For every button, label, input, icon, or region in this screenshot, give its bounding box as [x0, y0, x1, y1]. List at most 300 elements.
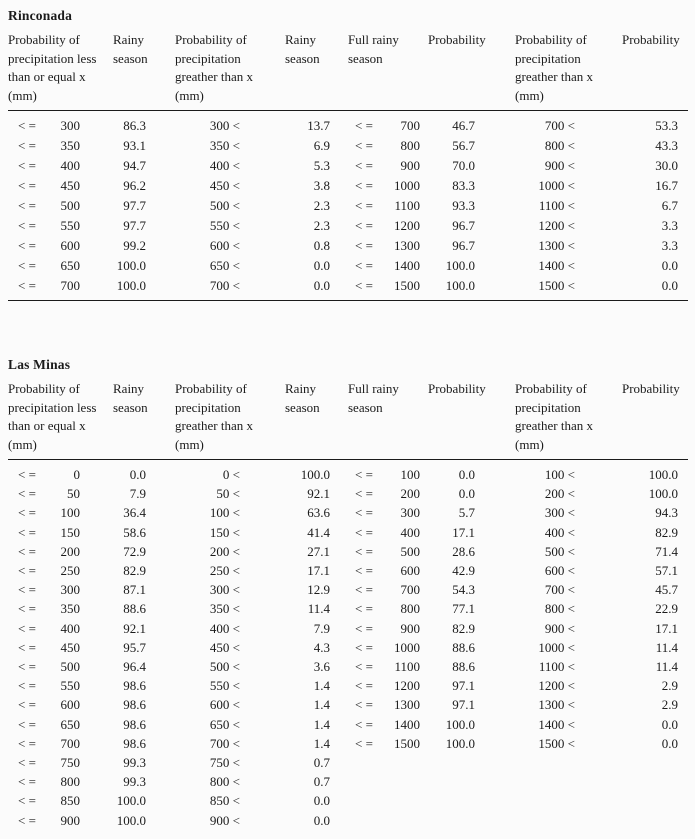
threshold-greater-cell: 400 <	[209, 158, 240, 173]
probability-value-cell: 17.1	[307, 563, 330, 579]
less-equal-operator: < =	[18, 118, 36, 133]
threshold-value: 900	[400, 620, 420, 636]
threshold-value: 1500	[394, 735, 420, 751]
threshold-less-equal-cell	[348, 196, 428, 216]
column-header: Probability of precipitation greather than x (mm)	[175, 378, 285, 460]
threshold-greater-cell: 500 <	[544, 543, 575, 559]
probability-value-cell: 93.1	[123, 138, 146, 153]
threshold-less-equal-cell	[348, 503, 428, 522]
table-body	[8, 460, 688, 830]
threshold-less-equal-cell	[8, 619, 113, 638]
probability-value-cell: 82.9	[123, 563, 146, 579]
table-row	[8, 772, 688, 791]
threshold-less-equal-cell	[348, 484, 428, 503]
probability-value-cell: 27.1	[307, 543, 330, 559]
table-row	[8, 542, 688, 561]
probability-value-cell: 5.3	[313, 158, 330, 173]
threshold-value: 300	[60, 582, 80, 598]
less-equal-operator: < =	[18, 158, 36, 173]
threshold-greater-cell: 0 <	[222, 467, 240, 482]
table-title-rinconada: Rinconada	[8, 8, 73, 23]
probability-value-cell: 0.0	[661, 278, 678, 293]
threshold-greater-cell: 700 <	[544, 582, 575, 598]
threshold-less-equal-cell	[8, 503, 113, 522]
threshold-greater-cell: 1500 <	[538, 735, 575, 751]
less-equal-operator: < =	[18, 716, 36, 732]
threshold-less-equal-cell	[348, 136, 428, 156]
threshold-less-equal-cell	[348, 619, 428, 638]
threshold-less-equal-cell	[8, 276, 113, 301]
column-header: Probability of precipitation less than or equal x (mm)	[8, 378, 113, 460]
probability-value-cell: 93.3	[452, 198, 475, 213]
probability-value-cell: 16.7	[655, 178, 678, 193]
threshold-value: 400	[60, 158, 80, 173]
threshold-less-equal-cell	[8, 156, 113, 176]
threshold-greater-cell: 100 <	[209, 505, 240, 521]
empty-cell	[428, 811, 515, 830]
threshold-value: 600	[60, 238, 80, 253]
less-equal-operator: < =	[18, 198, 36, 213]
less-equal-operator: < =	[355, 563, 373, 579]
column-header: Probability of precipitation less than or equal x (mm)	[8, 29, 113, 111]
threshold-value: 200	[400, 486, 420, 502]
threshold-greater-cell: 1400 <	[538, 258, 575, 273]
threshold-value: 650	[60, 258, 80, 273]
threshold-value: 300	[400, 505, 420, 521]
threshold-greater-cell: 550 <	[209, 678, 240, 694]
threshold-greater-cell: 900 <	[209, 812, 240, 828]
less-equal-operator: < =	[18, 659, 36, 675]
threshold-less-equal-cell	[348, 542, 428, 561]
threshold-less-equal-cell	[8, 657, 113, 676]
threshold-less-equal-cell	[8, 523, 113, 542]
empty-cell	[622, 753, 688, 772]
probability-value-cell: 71.4	[655, 543, 678, 559]
threshold-less-equal-cell	[8, 256, 113, 276]
less-equal-operator: < =	[18, 563, 36, 579]
threshold-less-equal-cell	[8, 196, 113, 216]
less-equal-operator: < =	[18, 486, 36, 502]
probability-value-cell: 0.0	[458, 467, 475, 482]
less-equal-operator: < =	[18, 524, 36, 540]
less-equal-operator: < =	[355, 467, 373, 482]
threshold-less-equal-cell	[8, 111, 113, 137]
less-equal-operator: < =	[18, 639, 36, 655]
threshold-greater-cell: 300 <	[209, 582, 240, 598]
threshold-greater-cell: 450 <	[209, 639, 240, 655]
probability-value-cell: 5.7	[458, 505, 475, 521]
probability-value-cell: 54.3	[452, 582, 475, 598]
less-equal-operator: < =	[355, 716, 373, 732]
less-equal-operator: < =	[355, 198, 373, 213]
probability-value-cell: 11.4	[307, 601, 330, 617]
threshold-greater-cell: 900 <	[544, 158, 575, 173]
less-equal-operator: < =	[355, 582, 373, 598]
threshold-greater-cell: 600 <	[209, 697, 240, 713]
threshold-greater-cell: 450 <	[209, 178, 240, 193]
threshold-value: 450	[60, 178, 80, 193]
probability-value-cell: 0.0	[313, 258, 330, 273]
probability-value-cell: 11.4	[655, 639, 678, 655]
probability-value-cell: 99.2	[123, 238, 146, 253]
threshold-greater-cell: 1300 <	[538, 697, 575, 713]
table-row	[8, 136, 688, 156]
probability-value-cell: 56.7	[452, 138, 475, 153]
threshold-value: 250	[60, 563, 80, 579]
threshold-value: 50	[67, 486, 80, 502]
section-divider-space	[8, 301, 688, 357]
probability-value-cell: 7.9	[129, 486, 146, 502]
probability-value-cell: 2.9	[661, 697, 678, 713]
threshold-greater-cell: 1100 <	[538, 659, 575, 675]
probability-value-cell: 2.3	[313, 218, 330, 233]
empty-cell	[515, 811, 622, 830]
probability-value-cell: 98.6	[123, 678, 146, 694]
threshold-greater-cell: 500 <	[209, 198, 240, 213]
rinconada-table	[8, 29, 688, 301]
table-row	[8, 619, 688, 638]
probability-value-cell: 0.0	[313, 793, 330, 809]
probability-value-cell: 94.3	[655, 505, 678, 521]
probability-value-cell: 0.0	[661, 258, 678, 273]
threshold-value: 500	[60, 659, 80, 675]
table-row	[8, 460, 688, 485]
empty-cell	[428, 772, 515, 791]
table-row	[8, 715, 688, 734]
probability-value-cell: 0.7	[313, 774, 330, 790]
threshold-value: 1000	[394, 639, 420, 655]
less-equal-operator: < =	[18, 238, 36, 253]
probability-value-cell: 98.6	[123, 697, 146, 713]
threshold-greater-cell: 100 <	[544, 467, 575, 482]
less-equal-operator: < =	[18, 505, 36, 521]
less-equal-operator: < =	[18, 793, 36, 809]
probability-value-cell: 43.3	[655, 138, 678, 153]
table-row	[8, 638, 688, 657]
probability-value-cell: 94.7	[123, 158, 146, 173]
less-equal-operator: < =	[355, 138, 373, 153]
probability-value-cell: 100.0	[116, 793, 146, 809]
threshold-less-equal-cell	[8, 772, 113, 791]
threshold-value: 1500	[394, 278, 420, 293]
less-equal-operator: < =	[355, 218, 373, 233]
less-equal-operator: < =	[355, 278, 373, 293]
probability-value-cell: 92.1	[123, 620, 146, 636]
threshold-less-equal-cell	[348, 276, 428, 301]
probability-value-cell: 1.4	[313, 678, 330, 694]
threshold-value: 100	[400, 467, 420, 482]
less-equal-operator: < =	[355, 158, 373, 173]
probability-value-cell: 0.0	[313, 278, 330, 293]
threshold-value: 500	[400, 543, 420, 559]
probability-value-cell: 3.8	[313, 178, 330, 193]
table-row	[8, 216, 688, 236]
less-equal-operator: < =	[355, 178, 373, 193]
threshold-greater-cell: 1000 <	[538, 639, 575, 655]
probability-value-cell: 96.7	[452, 218, 475, 233]
probability-value-cell: 13.7	[307, 118, 330, 133]
threshold-greater-cell: 400 <	[209, 620, 240, 636]
probability-value-cell: 83.3	[452, 178, 475, 193]
probability-value-cell: 100.0	[648, 486, 678, 502]
threshold-value: 500	[60, 198, 80, 213]
less-equal-operator: < =	[18, 697, 36, 713]
column-header: Rainy season	[113, 378, 175, 460]
probability-value-cell: 96.7	[452, 238, 475, 253]
empty-cell	[348, 811, 428, 830]
less-equal-operator: < =	[355, 543, 373, 559]
probability-value-cell: 95.7	[123, 639, 146, 655]
threshold-less-equal-cell	[8, 460, 113, 485]
threshold-value: 450	[60, 639, 80, 655]
threshold-less-equal-cell	[8, 715, 113, 734]
threshold-less-equal-cell	[8, 753, 113, 772]
threshold-greater-cell: 500 <	[209, 659, 240, 675]
less-equal-operator: < =	[355, 601, 373, 617]
threshold-greater-cell: 150 <	[209, 524, 240, 540]
threshold-less-equal-cell	[8, 638, 113, 657]
table-row	[8, 484, 688, 503]
threshold-value: 1100	[394, 198, 420, 213]
threshold-less-equal-cell	[348, 256, 428, 276]
probability-value-cell: 2.3	[313, 198, 330, 213]
threshold-greater-cell: 1200 <	[538, 218, 575, 233]
probability-value-cell: 0.0	[661, 735, 678, 751]
probability-value-cell: 77.1	[452, 601, 475, 617]
probability-value-cell: 96.2	[123, 178, 146, 193]
table-row	[8, 676, 688, 695]
threshold-greater-cell: 600 <	[544, 563, 575, 579]
threshold-greater-cell: 700 <	[544, 118, 575, 133]
threshold-less-equal-cell	[8, 236, 113, 256]
probability-value-cell: 87.1	[123, 582, 146, 598]
threshold-greater-cell: 650 <	[209, 716, 240, 732]
column-header: Rainy season	[285, 378, 348, 460]
threshold-less-equal-cell	[8, 176, 113, 196]
probability-value-cell: 97.7	[123, 218, 146, 233]
probability-value-cell: 22.9	[655, 601, 678, 617]
threshold-value: 600	[60, 697, 80, 713]
less-equal-operator: < =	[355, 258, 373, 273]
threshold-value: 650	[60, 716, 80, 732]
threshold-value: 600	[400, 563, 420, 579]
threshold-greater-cell: 750 <	[209, 755, 240, 771]
rinconada-section	[8, 8, 688, 301]
column-header: Probability of precipitation greather than x (mm)	[175, 29, 285, 111]
threshold-greater-cell: 400 <	[544, 524, 575, 540]
threshold-less-equal-cell	[348, 580, 428, 599]
less-equal-operator: < =	[18, 735, 36, 751]
threshold-value: 150	[60, 524, 80, 540]
threshold-less-equal-cell	[348, 156, 428, 176]
threshold-value: 1400	[394, 716, 420, 732]
threshold-less-equal-cell	[348, 715, 428, 734]
column-header: Probability of precipitation greather than x (mm)	[515, 29, 622, 111]
threshold-less-equal-cell	[8, 811, 113, 830]
threshold-less-equal-cell	[348, 236, 428, 256]
less-equal-operator: < =	[355, 118, 373, 133]
threshold-less-equal-cell	[8, 791, 113, 810]
probability-value-cell: 17.1	[655, 620, 678, 636]
probability-value-cell: 0.0	[313, 812, 330, 828]
less-equal-operator: < =	[18, 774, 36, 790]
empty-cell	[622, 791, 688, 810]
threshold-greater-cell: 250 <	[209, 563, 240, 579]
less-equal-operator: < =	[355, 659, 373, 675]
probability-value-cell: 98.6	[123, 716, 146, 732]
threshold-value: 1300	[394, 238, 420, 253]
table-row	[8, 753, 688, 772]
las-minas-table	[8, 378, 688, 830]
probability-value-cell: 41.4	[307, 524, 330, 540]
probability-value-cell: 1.4	[313, 697, 330, 713]
threshold-less-equal-cell	[348, 638, 428, 657]
threshold-greater-cell: 350 <	[209, 601, 240, 617]
less-equal-operator: < =	[18, 620, 36, 636]
table-row	[8, 811, 688, 830]
threshold-value: 400	[60, 620, 80, 636]
threshold-value: 350	[60, 601, 80, 617]
threshold-greater-cell: 1300 <	[538, 238, 575, 253]
threshold-value: 0	[73, 467, 80, 482]
probability-value-cell: 100.0	[445, 735, 475, 751]
probability-value-cell: 88.6	[123, 601, 146, 617]
threshold-value: 100	[60, 505, 80, 521]
less-equal-operator: < =	[355, 639, 373, 655]
empty-cell	[348, 791, 428, 810]
probability-value-cell: 53.3	[655, 118, 678, 133]
less-equal-operator: < =	[18, 678, 36, 694]
table-header-row	[8, 29, 688, 111]
threshold-value: 1100	[394, 659, 420, 675]
probability-value-cell: 6.9	[313, 138, 330, 153]
less-equal-operator: < =	[18, 812, 36, 828]
threshold-less-equal-cell	[8, 484, 113, 503]
probability-value-cell: 100.0	[445, 716, 475, 732]
empty-cell	[428, 753, 515, 772]
column-header: Probability	[622, 378, 688, 460]
threshold-value: 550	[60, 218, 80, 233]
threshold-value: 1200	[394, 678, 420, 694]
probability-value-cell: 82.9	[452, 620, 475, 636]
less-equal-operator: < =	[18, 138, 36, 153]
table-header-row	[8, 378, 688, 460]
threshold-less-equal-cell	[348, 523, 428, 542]
table-row	[8, 196, 688, 216]
table-row	[8, 791, 688, 810]
threshold-value: 800	[400, 138, 420, 153]
probability-value-cell: 46.7	[452, 118, 475, 133]
less-equal-operator: < =	[355, 620, 373, 636]
less-equal-operator: < =	[18, 258, 36, 273]
less-equal-operator: < =	[18, 218, 36, 233]
threshold-value: 700	[400, 582, 420, 598]
table-row	[8, 599, 688, 618]
less-equal-operator: < =	[355, 697, 373, 713]
empty-cell	[515, 753, 622, 772]
probability-value-cell: 100.0	[445, 258, 475, 273]
table-row	[8, 580, 688, 599]
column-header: Full rainy season	[348, 29, 428, 111]
threshold-greater-cell: 300 <	[209, 118, 240, 133]
empty-cell	[622, 772, 688, 791]
threshold-greater-cell: 600 <	[209, 238, 240, 253]
probability-value-cell: 96.4	[123, 659, 146, 675]
table-row	[8, 734, 688, 753]
probability-value-cell: 70.0	[452, 158, 475, 173]
less-equal-operator: < =	[18, 582, 36, 598]
threshold-less-equal-cell	[348, 599, 428, 618]
probability-value-cell: 7.9	[313, 620, 330, 636]
threshold-less-equal-cell	[348, 676, 428, 695]
las-minas-section	[8, 357, 688, 830]
probability-value-cell: 1.4	[313, 716, 330, 732]
empty-cell	[622, 811, 688, 830]
empty-cell	[515, 772, 622, 791]
threshold-value: 800	[60, 774, 80, 790]
threshold-value: 200	[60, 543, 80, 559]
threshold-value: 1200	[394, 218, 420, 233]
probability-value-cell: 98.6	[123, 735, 146, 751]
probability-value-cell: 99.3	[123, 755, 146, 771]
table-row	[8, 523, 688, 542]
probability-value-cell: 58.6	[123, 524, 146, 540]
probability-value-cell: 97.1	[452, 697, 475, 713]
probability-value-cell: 100.0	[116, 278, 146, 293]
table-row	[8, 111, 688, 137]
probability-value-cell: 0.0	[129, 467, 146, 482]
probability-value-cell: 2.9	[661, 678, 678, 694]
probability-value-cell: 0.8	[313, 238, 330, 253]
threshold-less-equal-cell	[8, 695, 113, 714]
threshold-value: 1300	[394, 697, 420, 713]
threshold-less-equal-cell	[8, 561, 113, 580]
less-equal-operator: < =	[355, 505, 373, 521]
empty-cell	[428, 791, 515, 810]
probability-value-cell: 100.0	[445, 278, 475, 293]
threshold-greater-cell: 1500 <	[538, 278, 575, 293]
probability-value-cell: 12.9	[307, 582, 330, 598]
probability-value-cell: 0.7	[313, 755, 330, 771]
threshold-value: 550	[60, 678, 80, 694]
less-equal-operator: < =	[18, 543, 36, 559]
threshold-less-equal-cell	[348, 657, 428, 676]
probability-value-cell: 97.1	[452, 678, 475, 694]
probability-value-cell: 36.4	[123, 505, 146, 521]
threshold-less-equal-cell	[8, 136, 113, 156]
threshold-value: 400	[400, 524, 420, 540]
threshold-value: 300	[60, 118, 80, 133]
table-title-las-minas: Las Minas	[8, 357, 71, 372]
less-equal-operator: < =	[18, 467, 36, 482]
probability-value-cell: 11.4	[655, 659, 678, 675]
probability-value-cell: 4.3	[313, 639, 330, 655]
probability-value-cell: 3.3	[661, 218, 678, 233]
column-header: Rainy season	[285, 29, 348, 111]
probability-value-cell: 63.6	[307, 505, 330, 521]
less-equal-operator: < =	[355, 735, 373, 751]
probability-value-cell: 3.6	[313, 659, 330, 675]
threshold-greater-cell: 1200 <	[538, 678, 575, 694]
threshold-less-equal-cell	[348, 216, 428, 236]
probability-value-cell: 1.4	[313, 735, 330, 751]
probability-value-cell: 97.7	[123, 198, 146, 213]
probability-value-cell: 57.1	[655, 563, 678, 579]
probability-value-cell: 28.6	[452, 543, 475, 559]
less-equal-operator: < =	[355, 678, 373, 694]
less-equal-operator: < =	[18, 178, 36, 193]
table-row	[8, 156, 688, 176]
